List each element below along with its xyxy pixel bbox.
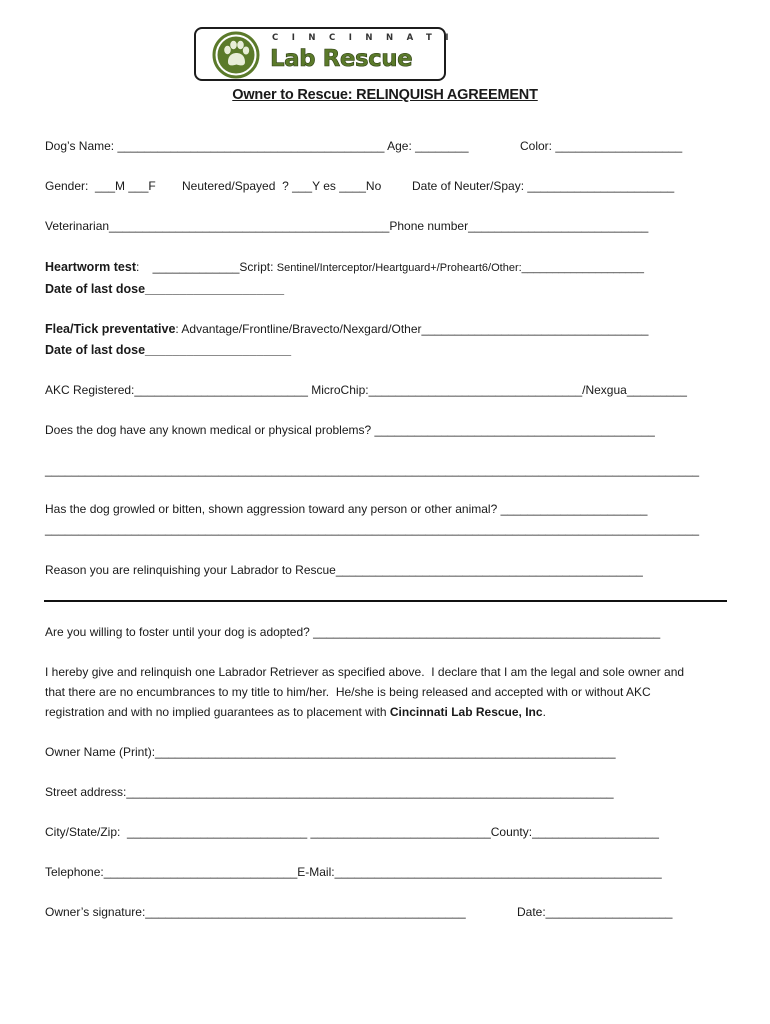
logo-brand-text: Lab Rescue xyxy=(270,46,413,72)
statement-line-1: I hereby give and relinquish one Labrador Retriever as specified above. I declare that I am the legal and sole owner and xyxy=(45,665,685,679)
veterinarian-phone-field[interactable]: Veterinarian__________________________________________Phone number___________________________ xyxy=(45,219,649,233)
flea-date-field[interactable]: Date of last dose_____________________ xyxy=(45,343,292,357)
flea-tick-label: Flea/Tick preventative xyxy=(45,322,176,336)
gender-field[interactable]: Gender: ___M ___F xyxy=(45,179,156,193)
organization-name: Cincinnati Lab Rescue, Inc xyxy=(389,705,543,719)
cincinnati-lab-rescue-logo xyxy=(194,27,463,81)
medical-problems-line2[interactable]: __________________________________________________________________________________________________ xyxy=(45,463,700,477)
page-title: Owner to Rescue: RELINQUISH AGREEMENT xyxy=(232,87,538,103)
heartworm-label: Heartworm test xyxy=(45,260,136,274)
heartworm-date-field[interactable]: Date of last dose____________________ xyxy=(45,282,285,296)
color-field[interactable]: Color: ___________________ xyxy=(520,139,683,153)
dogs-name-age-field[interactable]: Dog’s Name: ________________________________________ Age: ________ xyxy=(45,139,469,153)
reason-field[interactable]: Reason you are relinquishing your Labrador to Rescue______________________________________________ xyxy=(45,563,643,577)
owner-name-field[interactable]: Owner Name (Print):_____________________________________________________________________ xyxy=(45,745,616,759)
street-address-field[interactable]: Street address:_________________________________________________________________________ xyxy=(45,785,614,799)
heartworm-script: : _____________Script: xyxy=(136,260,277,274)
section-divider xyxy=(44,600,727,602)
foster-field[interactable]: Are you willing to foster until your dog is adopted? ____________________________________________________ xyxy=(45,625,661,639)
akc-microchip-field[interactable]: AKC Registered:__________________________ MicroChip:________________________________/Nexgua_________ xyxy=(45,383,687,397)
aggression-line2[interactable]: __________________________________________________________________________________________________ xyxy=(45,522,700,536)
city-state-zip-field[interactable]: City/State/Zip: ___________________________ ___________________________County:___________________ xyxy=(45,825,659,839)
logo-city-text: CINCINNATI xyxy=(272,33,463,43)
heartworm-options: Sentinel/Interceptor/Heartguard+/Proheart6/Other:____________________ xyxy=(276,262,645,274)
medical-problems-field[interactable]: Does the dog have any known medical or physical problems? __________________________________________ xyxy=(45,423,655,437)
aggression-field[interactable]: Has the dog growled or bitten, shown aggression toward any person or other animal? ______________________ xyxy=(45,502,648,516)
flea-tick-options: : Advantage/Frontline/Bravecto/Nexgard/Other__________________________________ xyxy=(175,322,649,336)
statement-line-2: that there are no encumbrances to my title to him/her. He/she is being released and accepted with or without AKC xyxy=(45,685,651,699)
heartworm-test-field[interactable] xyxy=(45,260,644,275)
statement-line-3 xyxy=(45,705,546,719)
owner-signature-field[interactable]: Owner’s signature:________________________________________________ xyxy=(45,905,466,919)
neuter-date-field[interactable]: Date of Neuter/Spay: ______________________ xyxy=(412,179,675,193)
date-field[interactable]: Date:___________________ xyxy=(517,905,673,919)
paw-print-icon xyxy=(212,31,260,79)
neutered-spayed-field[interactable]: Neutered/Spayed ? ___Y es ____No xyxy=(182,179,382,193)
statement-line-3-text: registration and with no implied guarantees as to placement with xyxy=(45,705,390,719)
telephone-email-field[interactable]: Telephone:_____________________________E-Mail:_________________________________________________ xyxy=(45,865,662,879)
flea-tick-field[interactable] xyxy=(45,322,648,336)
statement-line-3-end: . xyxy=(542,705,546,719)
